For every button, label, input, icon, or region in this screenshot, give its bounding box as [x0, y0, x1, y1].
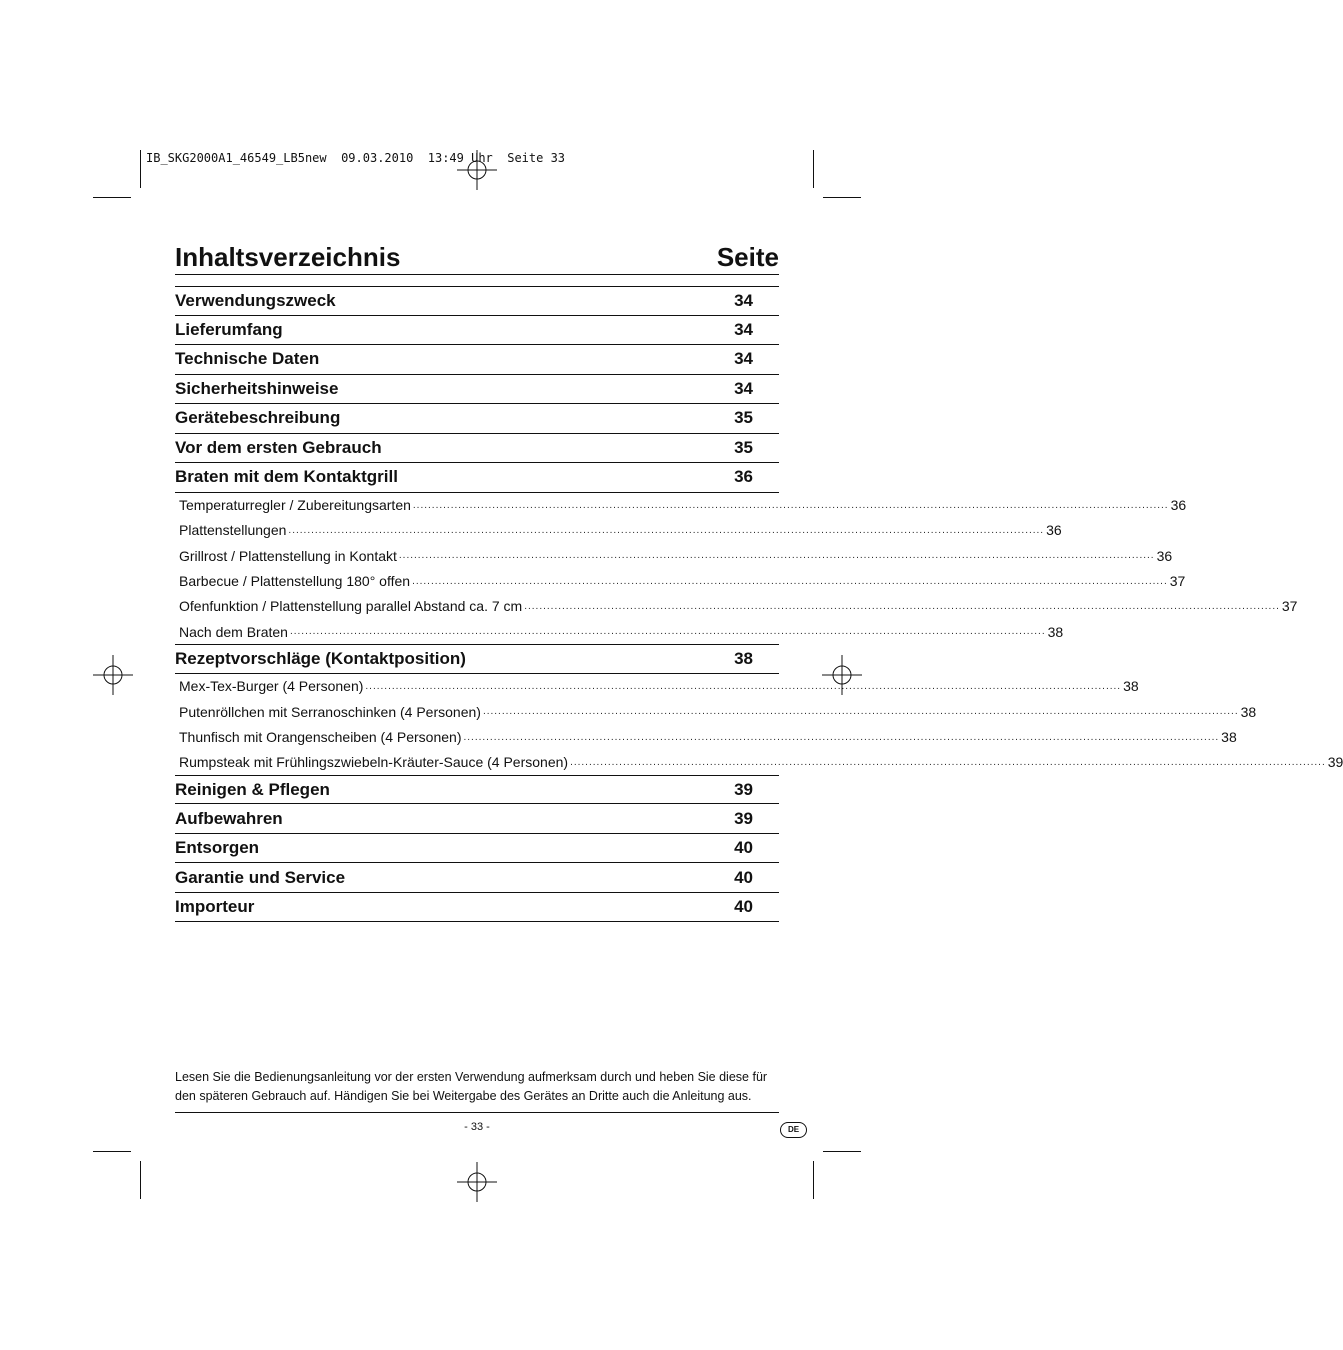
toc-sub-entry[interactable]: [175, 750, 1343, 775]
toc-sub-entry[interactable]: [175, 493, 1187, 518]
toc-leader-dots: ........................................................................................................................................................................................................: [365, 681, 1122, 693]
crop-mark: [823, 1151, 861, 1152]
toc-entry-label: Gerätebeschreibung: [175, 408, 341, 428]
toc-entry-page: 40: [734, 897, 753, 917]
page-column-label: Seite: [716, 242, 779, 272]
toc-entry-label: Nach dem Braten: [179, 623, 288, 640]
toc-entry-label: Aufbewahren: [175, 808, 283, 828]
toc-entry-page: 39: [734, 779, 753, 799]
toc-leader-dots: ........................................................................................................................................................................................................: [482, 706, 1239, 718]
toc-entry-page: 34: [734, 290, 753, 310]
toc-leader-dots: ........................................................................................................................................................................................................: [570, 756, 1326, 768]
toc-leader-dots: ........................................................................................................................................................................................................: [412, 575, 1168, 587]
toc-sub-entry[interactable]: [175, 619, 1064, 644]
toc-leader-dots: ........................................................................................................................................................................................................: [524, 600, 1280, 612]
print-header: IB_SKG2000A1_46549_LB5new 09.03.2010 13:49 Uhr Seite 33: [146, 151, 566, 165]
toc-entry-page: 36: [1046, 522, 1062, 539]
language-badge: DE: [780, 1122, 807, 1138]
toc-entry-page: 39: [1327, 754, 1343, 771]
registration-mark-icon: [93, 655, 133, 695]
toc-main-entry[interactable]: [175, 834, 779, 864]
toc-leader-dots: ........................................................................................................................................................................................................: [412, 499, 1169, 511]
toc-title-row: [175, 242, 779, 273]
toc-main-entry[interactable]: [175, 286, 779, 316]
toc-entry-label: Garantie und Service: [175, 867, 346, 887]
toc-entry-label: Sicherheitshinweise: [175, 378, 339, 398]
toc-sub-entry[interactable]: [175, 518, 1062, 543]
toc-sub-entry[interactable]: [175, 674, 1139, 699]
toc-entry-label: Lieferumfang: [175, 319, 283, 339]
toc-entry-label: Importeur: [175, 897, 255, 917]
toc-entry-label: Vor dem ersten Gebrauch: [175, 437, 382, 457]
toc-entry-label: Putenröllchen mit Serranoschinken (4 Personen): [179, 703, 481, 720]
toc-main-entry[interactable]: [175, 863, 779, 893]
toc-main-entry[interactable]: [175, 893, 779, 923]
toc-main-entry[interactable]: [175, 644, 779, 674]
page-title: Inhaltsverzeichnis: [175, 242, 401, 272]
crop-mark: [813, 150, 814, 188]
toc-entry-label: Mex-Tex-Burger (4 Personen): [179, 678, 364, 695]
toc-entry-label: Verwendungszweck: [175, 290, 336, 310]
crop-mark: [140, 150, 141, 188]
toc-entry-page: 37: [1169, 573, 1186, 590]
toc-entry-label: Technische Daten: [175, 349, 320, 369]
crop-mark: [813, 1161, 814, 1199]
toc-entry-page: 38: [1123, 678, 1139, 695]
toc-entry-page: 34: [734, 319, 753, 339]
toc-entry-page: 38: [1047, 623, 1064, 640]
toc-entry-page: 36: [1170, 497, 1187, 514]
toc-entry-page: 39: [734, 808, 753, 828]
toc-main-entry[interactable]: [175, 434, 779, 464]
toc-main-entry[interactable]: [175, 775, 779, 805]
toc-entry-label: Reinigen & Pflegen: [175, 779, 330, 799]
toc-sub-entry[interactable]: [175, 724, 1237, 749]
toc-entry-label: Thunfisch mit Orangenscheiben (4 Personen): [179, 729, 462, 746]
crop-mark: [140, 1161, 141, 1199]
toc-main-entry[interactable]: [175, 375, 779, 405]
page-number: - 33 -: [464, 1121, 490, 1133]
toc-main-entry[interactable]: [175, 316, 779, 346]
toc-entry-label: Barbecue / Plattenstellung 180° offen: [179, 573, 411, 590]
toc-entry-label: Grillrost / Plattenstellung in Kontakt: [179, 547, 397, 564]
toc-leader-dots: ........................................................................................................................................................................................................: [288, 525, 1045, 537]
toc-main-entry[interactable]: [175, 345, 779, 375]
footnote-rule: [175, 1112, 779, 1113]
toc-entry-label: Rezeptvorschläge (Kontaktposition): [175, 649, 466, 669]
toc-entry-label: Rumpsteak mit Frühlingszwiebeln-Kräuter-Sauce (4 Personen): [179, 754, 569, 771]
toc-sub-entry[interactable]: [175, 699, 1257, 724]
crop-mark: [93, 197, 131, 198]
toc-entry-label: Plattenstellungen: [179, 522, 287, 539]
toc-entry-page: 36: [734, 467, 753, 487]
toc-entry-label: Temperaturregler / Zubereitungsarten: [179, 497, 411, 514]
toc-entry-page: 38: [1221, 729, 1237, 746]
toc-main-entry[interactable]: [175, 463, 779, 493]
toc-entry-page: 40: [734, 838, 753, 858]
toc-entry-page: 38: [734, 649, 753, 669]
toc-entry-page: 37: [1281, 598, 1298, 615]
toc-sub-entry[interactable]: [175, 568, 1186, 593]
toc-sub-entry[interactable]: [175, 594, 1298, 619]
toc-leader-dots: ........................................................................................................................................................................................................: [289, 626, 1046, 638]
toc-entry-page: 35: [734, 437, 753, 457]
toc-entry-page: 38: [1240, 703, 1257, 720]
toc-entry-page: 35: [734, 408, 753, 428]
footnote: Lesen Sie die Bedienungsanleitung vor der ersten Verwendung aufmerksam durch und heben Sie diese für den späteren Gebrauch auf. Händigen Sie bei Weitergabe des Gerätes an Dritte auch die Anleitung aus.: [175, 1070, 768, 1103]
toc-entry-label: Entsorgen: [175, 838, 260, 858]
toc-entry-page: 40: [734, 867, 753, 887]
toc-leader-dots: ........................................................................................................................................................................................................: [398, 550, 1155, 562]
registration-mark-icon: [457, 1162, 497, 1202]
title-rule: [175, 274, 779, 275]
crop-mark: [93, 1151, 131, 1152]
toc-entry-label: Ofenfunktion / Plattenstellung parallel Abstand ca. 7 cm: [179, 598, 523, 615]
registration-mark-icon: [457, 150, 497, 190]
toc-main-entry[interactable]: [175, 404, 779, 434]
toc-main-entry[interactable]: [175, 804, 779, 834]
crop-mark: [823, 197, 861, 198]
toc-sub-entry[interactable]: [175, 543, 1173, 568]
toc-entry-page: 34: [734, 349, 753, 369]
toc-entry-page: 34: [734, 378, 753, 398]
table-of-contents: [175, 286, 1343, 922]
toc-entry-page: 36: [1156, 547, 1173, 564]
toc-leader-dots: ........................................................................................................................................................................................................: [463, 731, 1220, 743]
toc-entry-label: Braten mit dem Kontaktgrill: [175, 467, 398, 487]
